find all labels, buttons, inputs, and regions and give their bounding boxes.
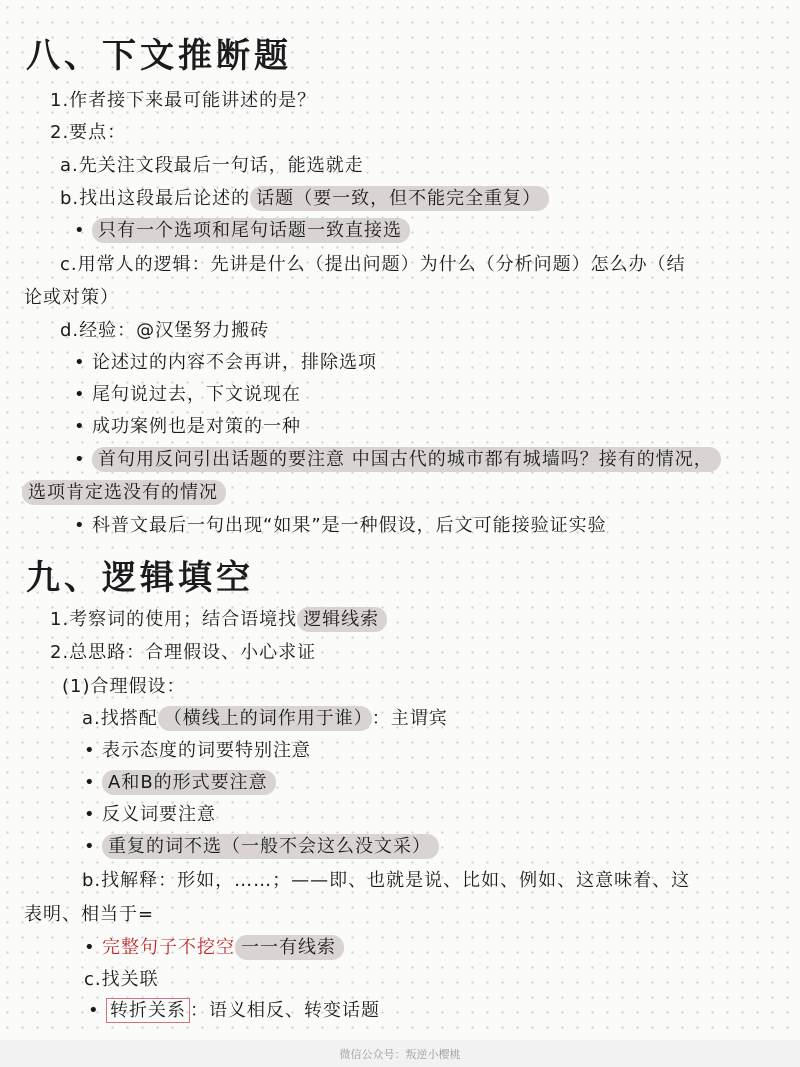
bullet-dot: • bbox=[84, 772, 96, 793]
s8-d-bullet-4-text: 首句用反问引出话题的要注意 中国古代的城市都有城墙吗？接有的情况， bbox=[92, 447, 721, 472]
section-8-title: 八、下文推断题 bbox=[26, 36, 292, 76]
s9-item-3: (1)合理假设： bbox=[62, 676, 186, 697]
s9-point-a bbox=[82, 706, 448, 732]
s9-item-1-highlight: 逻辑线索 bbox=[297, 607, 387, 632]
s8-point-b bbox=[60, 186, 549, 212]
s9-a-bullet-4-text: 重复的词不选（一般不会这么没文采） bbox=[102, 834, 439, 859]
s9-point-c: c.找关联 bbox=[84, 969, 159, 990]
bullet-dot: • bbox=[84, 804, 96, 825]
s9-a-bullet-1 bbox=[84, 738, 311, 764]
s9-point-a-text: a.找搭配 bbox=[82, 708, 158, 729]
bullet-dot: • bbox=[74, 515, 86, 536]
s9-item-1 bbox=[50, 607, 387, 633]
s9-b-bullet bbox=[84, 935, 344, 961]
s8-d-bullet-5-text: 科普文最后一句出现“如果”是一种假设，后文可能接验证实验 bbox=[92, 515, 607, 536]
s8-d-bullet-1-text: 论述过的内容不会再讲，排除选项 bbox=[92, 352, 377, 373]
s8-point-b-bullet-text: 只有一个选项和尾句话题一致直接选 bbox=[92, 218, 410, 243]
s8-item-2: 2.要点： bbox=[50, 122, 127, 143]
section-9-title: 九、逻辑填空 bbox=[26, 558, 254, 598]
s8-d-bullet-4-cont bbox=[22, 480, 226, 506]
s8-point-b-text: b.找出这段最后论述的 bbox=[60, 188, 251, 209]
s9-point-b-line1: b.找解释：形如，……；——即、也就是说、比如、例如、这意味着、这 bbox=[82, 870, 691, 891]
bullet-dot: • bbox=[74, 449, 86, 470]
bullet-dot: • bbox=[84, 937, 96, 958]
s9-a-bullet-1-text: 表示态度的词要特别注意 bbox=[102, 740, 311, 761]
s9-a-bullet-3 bbox=[84, 802, 216, 828]
s8-point-a: a.先关注文段最后一句话，能选就走 bbox=[60, 155, 364, 176]
bullet-dot: • bbox=[74, 352, 86, 373]
s8-d-bullet-4 bbox=[74, 447, 721, 473]
s9-a-bullet-2-text: A和B的形式要注意 bbox=[102, 770, 276, 795]
s9-c-boxed-term: 转折关系 bbox=[106, 998, 190, 1023]
bullet-dot: • bbox=[74, 384, 86, 405]
s9-item-1-text: 1.考察词的使用；结合语境找 bbox=[50, 609, 298, 630]
s8-d-bullet-4-text-2: 选项肯定选没有的情况 bbox=[22, 480, 226, 505]
s8-d-bullet-2-text: 尾句说过去，下文说现在 bbox=[92, 384, 301, 405]
s8-point-c-line1: c.用常人的逻辑：先讲是什么（提出问题）为什么（分析问题）怎么办（结 bbox=[60, 254, 686, 275]
bullet-dot: • bbox=[74, 220, 86, 241]
s8-point-b-bullet bbox=[74, 218, 410, 244]
s8-point-c-line2: 论或对策） bbox=[24, 287, 119, 308]
s8-d-bullet-3-text: 成功案例也是对策的一种 bbox=[92, 416, 301, 437]
bullet-dot: • bbox=[84, 836, 96, 857]
s9-a-bullet-3-text: 反义词要注意 bbox=[102, 804, 216, 825]
s9-a-bullet-2 bbox=[84, 770, 276, 796]
watermark-footer: 微信公众号：叛逆小樱桃 bbox=[339, 1048, 461, 1061]
s9-a-bullet-4 bbox=[84, 834, 439, 860]
s9-point-b-line2: 表明、相当于= bbox=[24, 904, 155, 925]
s9-b-bullet-rest: 一一有线索 bbox=[235, 935, 344, 960]
s9-point-a-post: ：主谓宾 bbox=[371, 708, 448, 729]
s8-d-bullet-2 bbox=[74, 382, 301, 408]
s8-d-bullet-1 bbox=[74, 350, 377, 376]
s9-c-rest: ：语义相反、转变话题 bbox=[190, 1000, 380, 1021]
s9-point-a-highlight: （横线上的词作用于谁） bbox=[158, 706, 372, 731]
s8-item-1: 1.作者接下来最可能讲述的是？ bbox=[50, 90, 317, 111]
bullet-dot: • bbox=[74, 416, 86, 437]
s8-d-bullet-3 bbox=[74, 414, 301, 440]
s8-point-d: d.经验：@汉堡努力搬砖 bbox=[60, 320, 270, 341]
s8-point-b-highlight: 话题（要一致，但不能完全重复） bbox=[250, 186, 549, 211]
bullet-dot: • bbox=[88, 1000, 100, 1021]
s9-item-2: 2.总思路：合理假设、小心求证 bbox=[50, 642, 317, 663]
s9-b-bullet-red: 完整句子不挖空 bbox=[102, 937, 235, 958]
bullet-dot: • bbox=[84, 740, 96, 761]
s8-d-bullet-5 bbox=[74, 513, 607, 539]
s9-c-bullet bbox=[88, 998, 380, 1024]
